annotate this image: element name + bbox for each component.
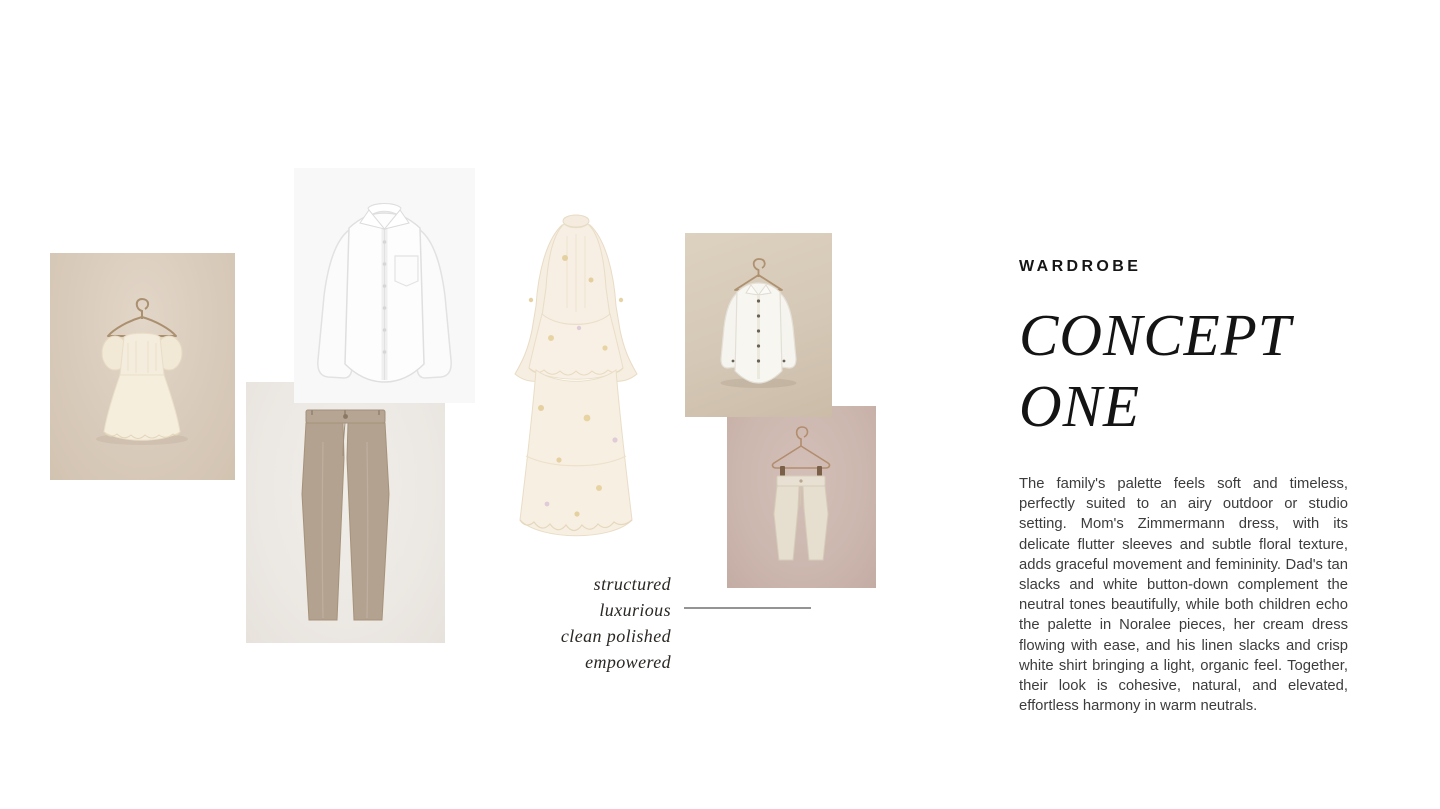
keyword-item: clean polished [560, 626, 671, 646]
style-keywords [410, 571, 671, 675]
keyword-item: empowered [585, 652, 671, 672]
keyword-item: luxurious [599, 600, 671, 620]
dad-shirt-illustration [294, 168, 475, 403]
mom-dress-image [495, 208, 657, 556]
concept-panel [1019, 258, 1349, 716]
section-eyebrow: WARDROBE [1019, 258, 1142, 275]
child-shirt-image [685, 233, 832, 417]
toddler-dress-image [50, 253, 235, 480]
mom-dress-illustration [495, 208, 657, 556]
dad-shirt-image [294, 168, 475, 403]
toddler-dress-illustration [50, 253, 235, 480]
horizontal-divider-line [684, 607, 811, 609]
keyword-item: structured [593, 574, 671, 594]
concept-description: The family's palette feels soft and timeless, perfectly suited to an airy outdoor or studio setting. Mom's Zimmermann dress, with its delicate flutter sleeves and subtle floral texture, adds graceful movement and femininity. Dad's tan slacks and white button-down complement the neutral tones beautifully, while both children echo the palette in Noralee pieces, her cream dress flowing with ease, and his linen slacks and crisp white shirt bringing a light, organic feel. Together, their look is cohesive, natural, and elevated, effortless harmony in warm neutrals. [1019, 476, 1348, 715]
page-title: CONCEPT ONE [1019, 302, 1291, 439]
child-pants-illustration [727, 406, 876, 588]
child-pants-image [727, 406, 876, 588]
child-shirt-illustration [685, 233, 832, 417]
